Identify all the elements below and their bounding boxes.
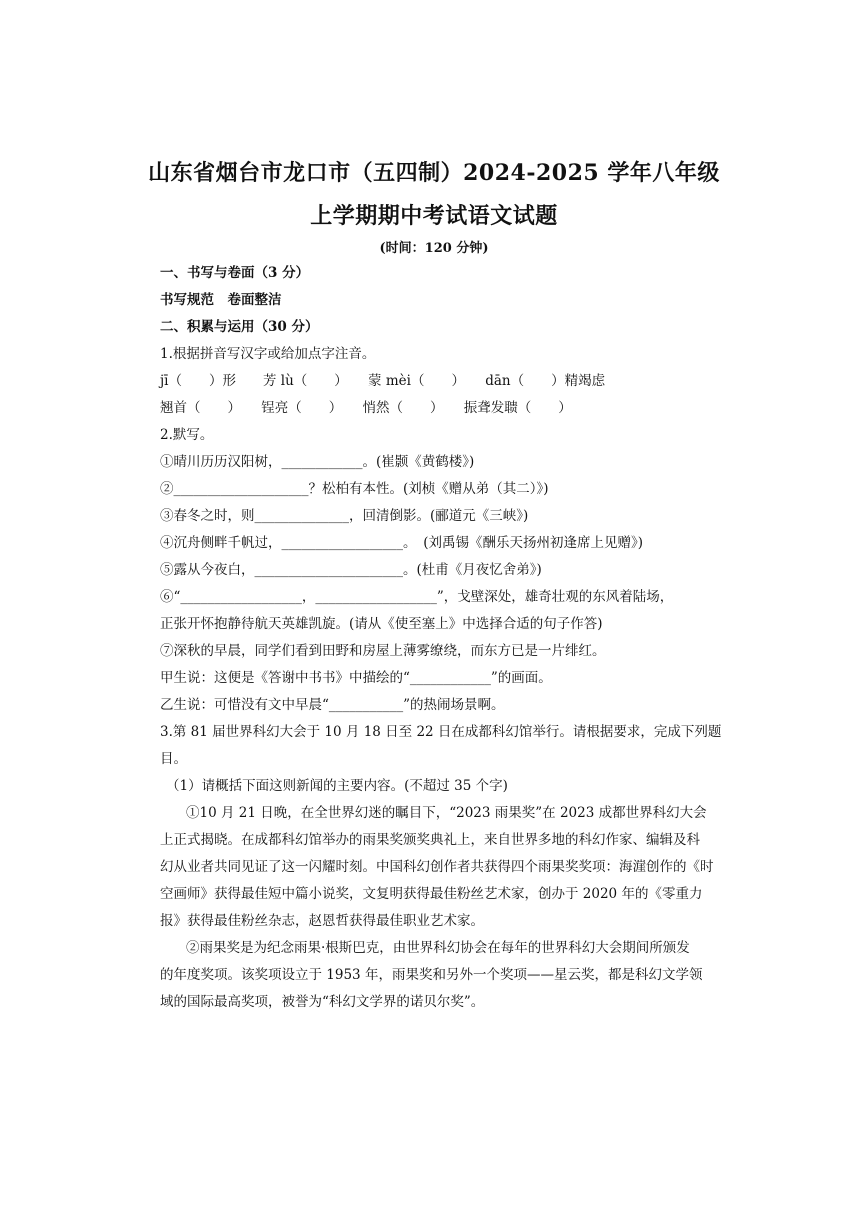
q2-item: ⑦深秋的早晨，同学们看到田野和房屋上薄雾缭绕，而东方已是一片绯红。 — [160, 643, 606, 659]
q2-item: ③春冬之时，则______________，回清倒影。(郦道元《三峡》) — [160, 508, 529, 524]
section1-heading: 一、书写与卷面（3 分） — [160, 265, 310, 281]
q2-item: 乙生说：可惜没有文中早晨“___________”的热闹场景啊。 — [160, 697, 505, 713]
q2-item: ⑤露从今夜白，______________________。(杜甫《月夜忆舍弟》) — [160, 562, 542, 578]
page-title-line2: 上学期期中考试语文试题 — [310, 203, 558, 229]
q3-prompt-line1: 3.第 81 届世界科幻大会于 10 月 18 日至 22 日在成都科幻馆举行。请根据要求，完成下列题 — [160, 724, 722, 740]
news-para1-line: 空画师》获得最佳短中篇小说奖，文复明获得最佳粉丝艺术家，创办于 2020 年的《零重力 — [160, 886, 703, 902]
news-para1-line: 报》获得最佳粉丝杂志，赵恩哲获得最佳职业艺术家。 — [160, 913, 484, 929]
page-title-line1: 山东省烟台市龙口市（五四制）2024-2025 学年八年级 — [148, 160, 720, 186]
q2-prompt: 2.默写。 — [160, 427, 214, 443]
q2-item: ⑥“__________________，__________________”，戈壁深处，雄奇壮观的东风着陆场， — [160, 589, 674, 605]
news-para1-line: 上正式揭晓。在成都科幻馆举办的雨果奖颁奖典礼上，来自世界多地的科幻作家、编辑及科 — [160, 832, 700, 848]
q1-prompt: 1.根据拼音写汉字或给加点字注音。 — [160, 346, 376, 362]
q3-prompt-line2: 目。 — [160, 751, 187, 767]
q3-sub1: （1）请概括下面这则新闻的主要内容。(不超过 35 个字) — [166, 778, 508, 794]
news-para1-line: ①10 月 21 日晚，在全世界幻迷的瞩目下，“2023 雨果奖”在 2023 成都世界科幻大会 — [186, 805, 707, 821]
news-para2-line: ②雨果奖是为纪念雨果·根斯巴克，由世界科幻协会在每年的世界科幻大会期间所颁发 — [186, 940, 690, 956]
news-para1-line: 幻从业者共同见证了这一闪耀时刻。中国科幻创作者共获得四个雨果奖奖项：海漄创作的《时 — [160, 859, 714, 875]
q2-item: ④沉舟侧畔千帆过，__________________。 (刘禹锡《酬乐天扬州初逢席上见赠》) — [160, 535, 644, 551]
q1-pinyin-row2: 翘首（ ） 锃亮（ ） 悄然（ ） 振聋发聩（ ） — [160, 400, 572, 416]
time-note: (时间：120 分钟) — [379, 241, 489, 256]
news-para2-line: 域的国际最高奖项，被誉为“科幻文学界的诺贝尔奖”。 — [160, 994, 485, 1010]
q2-item: ②____________________？松柏有本性。(刘桢《赠从弟（其二）》) — [160, 481, 549, 497]
q2-item: 甲生说：这便是《答谢中书书》中描绘的“____________”的画面。 — [160, 670, 552, 686]
q2-item: ①晴川历历汉阳树，____________。(崔颢《黄鹤楼》) — [160, 454, 475, 470]
q2-item: 正张开怀抱静待航天英雄凯旋。(请从《使至塞上》中选择合适的句子作答) — [160, 616, 603, 632]
news-para2-line: 的年度奖项。该奖项设立于 1953 年，雨果奖和另外一个奖项——星云奖，都是科幻文学领 — [160, 967, 703, 983]
q1-pinyin-row1: jī（ ）形 芳 lù（ ） 蒙 mèi（ ） dān（ ）精竭虑 — [160, 373, 606, 389]
section2-heading: 二、积累与运用（30 分） — [160, 319, 319, 335]
section1-body: 书写规范 卷面整洁 — [160, 292, 282, 308]
